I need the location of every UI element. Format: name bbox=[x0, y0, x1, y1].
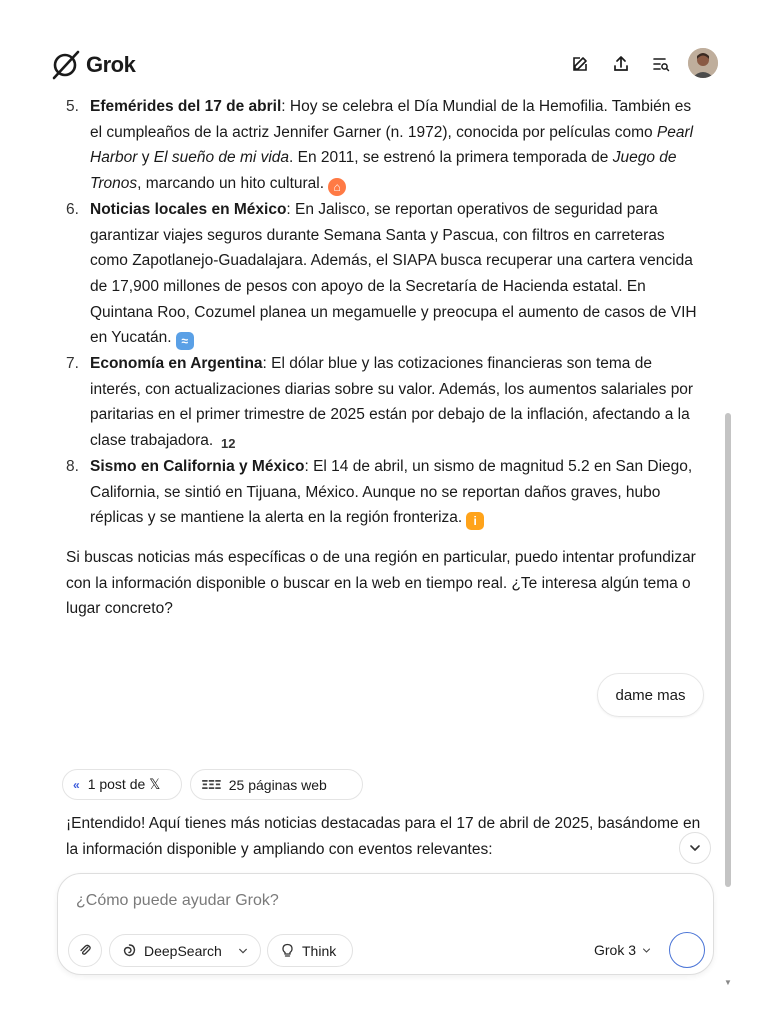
share-button[interactable] bbox=[607, 50, 635, 78]
chevron-down-icon[interactable] bbox=[238, 946, 248, 956]
item-text: y bbox=[137, 149, 154, 167]
model-label: Grok 3 bbox=[594, 942, 637, 958]
list-number: 8. bbox=[66, 457, 79, 475]
item-title: Noticias locales en México bbox=[90, 200, 287, 218]
web-pages-label: 25 páginas web bbox=[228, 776, 327, 793]
wave-emoji-icon: ≈ bbox=[176, 332, 194, 350]
list-item bbox=[66, 351, 706, 454]
send-button[interactable] bbox=[669, 932, 705, 968]
chevron-down-icon bbox=[642, 946, 651, 955]
assistant-message bbox=[66, 94, 706, 622]
item-text: . En 2011, se estrenó la primera temporada de bbox=[289, 149, 613, 167]
think-label: Think bbox=[302, 942, 337, 959]
grok-logo[interactable] bbox=[48, 48, 135, 82]
x-posts-chip[interactable] bbox=[62, 769, 182, 800]
closing-paragraph: Si buscas noticias más específicas o de una región en particular, puedo intentar profundizar con la información disponible o buscar en la web en tiempo real. ¿Te interesa algún tema o lugar concreto? bbox=[66, 548, 696, 618]
item-title: Economía en Argentina bbox=[90, 355, 263, 373]
paperclip-icon bbox=[78, 943, 93, 958]
deepsearch-button[interactable] bbox=[109, 934, 261, 967]
numbers-emoji-icon: 12 bbox=[220, 436, 236, 452]
info-emoji-icon: i bbox=[466, 512, 484, 530]
avatar[interactable] bbox=[688, 48, 718, 78]
lightbulb-icon bbox=[280, 943, 295, 958]
top-bar bbox=[0, 0, 768, 96]
item-text: , marcando un hito cultural. bbox=[137, 175, 325, 193]
scroll-down-button[interactable] bbox=[679, 832, 711, 864]
item-text: : Hoy se celebra el Día Mundial de la Hemofilia. También es el cumpleaños de la actriz Jennifer Garner (n. 1972), conocida por películas como bbox=[90, 98, 692, 141]
list-item bbox=[66, 454, 706, 531]
attach-button[interactable] bbox=[68, 934, 102, 967]
new-chat-button[interactable] bbox=[566, 50, 594, 78]
user-avatar-icon bbox=[688, 48, 718, 78]
history-button[interactable] bbox=[647, 50, 675, 78]
assistant-reply: ¡Entendido! Aquí tienes más noticias destacadas para el 17 de abril de 2025, basándome en la información disponible y ampliando con eventos relevantes: bbox=[66, 815, 701, 858]
item-text: : El dólar blue y las cotizaciones financieras son tema de interés, con actualizaciones diarias sobre su valor. Además, los aumentos salariales por paritarias en el primer trimestre de 2025 están por debajo de la inflación, afectando a la clase trabajadora. bbox=[90, 355, 694, 450]
item-text: : En Jalisco, se reportan operativos de seguridad para garantizar viajes seguros durante Semana Santa y Pascua, con filtros en carreteras como Zapotlanejo-Guadalajara. Además, el SIAPA busca recuperar una cartera vencida de 17,900 millones de pesos con apoyo de la Secretaría de Hacienda estatal. En Quintana Roo, Cozumel planea un megamuelle y preocupa el aumento de casos de VIH en Yucatán. bbox=[90, 200, 697, 347]
think-button[interactable] bbox=[267, 934, 353, 967]
x-source-icon: « bbox=[73, 777, 80, 792]
web-favicons-icon: ΞΞΞ bbox=[201, 777, 221, 792]
item-italic: Juego de Tronos bbox=[90, 149, 677, 193]
web-pages-chip[interactable] bbox=[190, 769, 363, 800]
item-italic: Pearl Harbor bbox=[90, 123, 694, 167]
x-posts-label: 1 post de 𝕏 bbox=[87, 776, 161, 792]
chevron-down-icon bbox=[688, 841, 702, 855]
share-icon bbox=[612, 55, 630, 73]
logo-text: Grok bbox=[86, 52, 136, 77]
edit-icon bbox=[571, 55, 589, 73]
list-number: 5. bbox=[66, 98, 79, 115]
list-number: 6. bbox=[66, 200, 79, 218]
dragon-emoji-icon: ⌂ bbox=[328, 178, 346, 196]
list-item bbox=[66, 197, 706, 351]
item-text: : El 14 de abril, un sismo de magnitud 5.2 en San Diego, California, se sintió en Tijuana, México. Aunque no se reportan daños graves, hubo réplicas y se mantiene la alerta en la región fronteriza. bbox=[90, 457, 693, 527]
item-title: Sismo en California y México bbox=[90, 457, 305, 475]
search-history-icon bbox=[652, 55, 670, 73]
list-item bbox=[66, 94, 706, 197]
model-selector[interactable] bbox=[594, 942, 651, 958]
scrollbar-thumb[interactable] bbox=[725, 413, 731, 887]
prompt-input[interactable] bbox=[76, 892, 676, 910]
news-list bbox=[66, 94, 706, 531]
item-italic: El sueño de mi vida bbox=[153, 149, 290, 167]
user-message-bubble: dame mas bbox=[597, 673, 704, 717]
scroll-arrow-down-icon[interactable]: ▼ bbox=[724, 978, 732, 987]
list-number: 7. bbox=[66, 355, 79, 373]
item-title: Efemérides del 17 de abril bbox=[90, 98, 282, 115]
deepsearch-icon bbox=[122, 943, 137, 958]
composer bbox=[57, 873, 714, 975]
deepsearch-label: DeepSearch bbox=[144, 942, 222, 959]
grok-logo-icon bbox=[48, 48, 82, 82]
